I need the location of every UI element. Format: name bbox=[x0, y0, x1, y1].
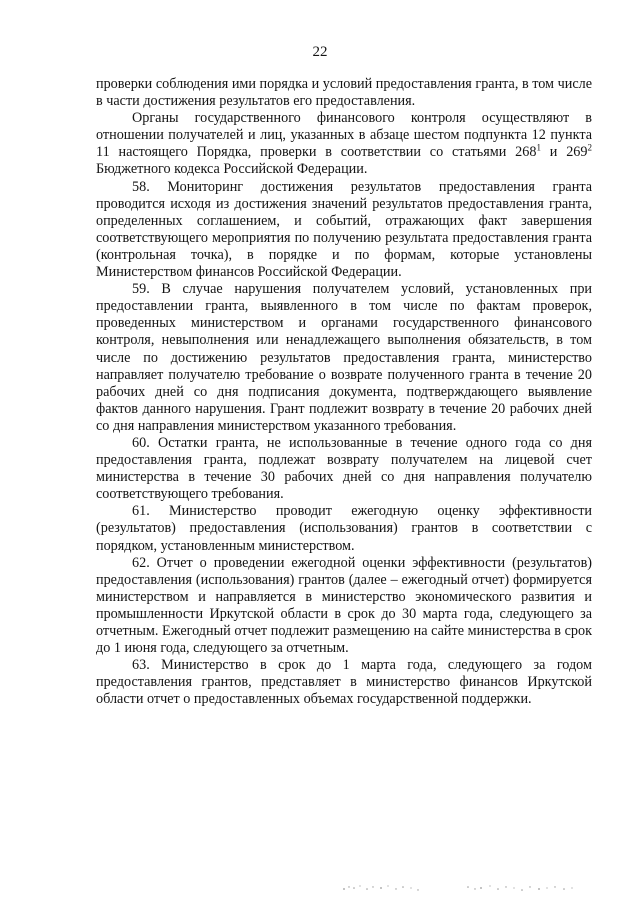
paragraph-state-control-text: Органы государственного финансового контроля осуществляют в отношении получателей и лиц, указанных в абзаце шестом подпункта 12 пункта 11 настоящего Порядка, проверки в соответствии со статьями 268 bbox=[96, 110, 592, 161]
paragraph-state-control-text-mid: и 269 bbox=[540, 144, 588, 161]
page-number: 22 bbox=[312, 44, 328, 60]
scan-artifact-dots bbox=[340, 877, 580, 897]
paragraph-61: 61. Министерство проводит ежегодную оценку эффективности (результатов) предоставления (использования) грантов в соответствии с порядком, установленным министерством. bbox=[96, 503, 592, 554]
document-body bbox=[96, 76, 592, 708]
paragraph-63: 63. Министерство в срок до 1 марта года, следующего за годом предоставления грантов, представляет в министерство финансов Иркутской области отчет о предоставленных объемах государственной поддержки. bbox=[96, 657, 592, 708]
article-268-superscript: 1 bbox=[536, 142, 541, 153]
paragraph-62: 62. Отчет о проведении ежегодной оценки эффективности (результатов) предоставления (использования) грантов (далее – ежегодный отчет) формируется министерством и направляется в министерство экономического развития и промышленности Иркутской области в срок до 30 марта года, следующего за отчетным. Ежегодный отчет подлежит размещению на сайте министерства в срок до 1 июня года, следующего за отчетным. bbox=[96, 554, 592, 657]
paragraph-state-control bbox=[96, 110, 592, 178]
paragraph-state-control-text-end: Бюджетного кодекса Российской Федерации. bbox=[96, 161, 368, 178]
paragraph-60: 60. Остатки гранта, не использованные в течение одного года со дня предоставления гранта, подлежат возврату получателем на лицевой счет министерства в течение 30 рабочих дней со дня направления получателю соответствующего требования. bbox=[96, 434, 592, 503]
paragraph-continuation: проверки соблюдения ими порядка и условий предоставления гранта, в том числе в части достижения результатов его предоставления. bbox=[96, 76, 592, 110]
paragraph-58: 58. Мониторинг достижения результатов предоставления гранта проводится исходя из достижения значений результатов предоставления гранта, определенных соглашением, и событий, отражающих факт завершения соответствующего мероприятия по получению результата предоставления гранта (контрольная точка), в порядке и по формам, которые установлены Министерством финансов Российской Федерации. bbox=[96, 178, 592, 281]
paragraph-59: 59. В случае нарушения получателем условий, установленных при предоставлении гранта, выявленного в том числе по фактам проверок, проведенных министерством и органами государственного финансового контроля, невыполнения или ненадлежащего выполнения обязательств, в том числе по достижению результатов предоставления гранта, министерство направляет получателю требование о возврате полученного гранта в течение 20 рабочих дней со дня подписания документа, подтверждающего выявление фактов данного нарушения. Грант подлежит возврату в течение 20 рабочих дней со дня направления министерством указанного требования. bbox=[96, 281, 592, 434]
article-269-superscript: 2 bbox=[587, 142, 592, 153]
